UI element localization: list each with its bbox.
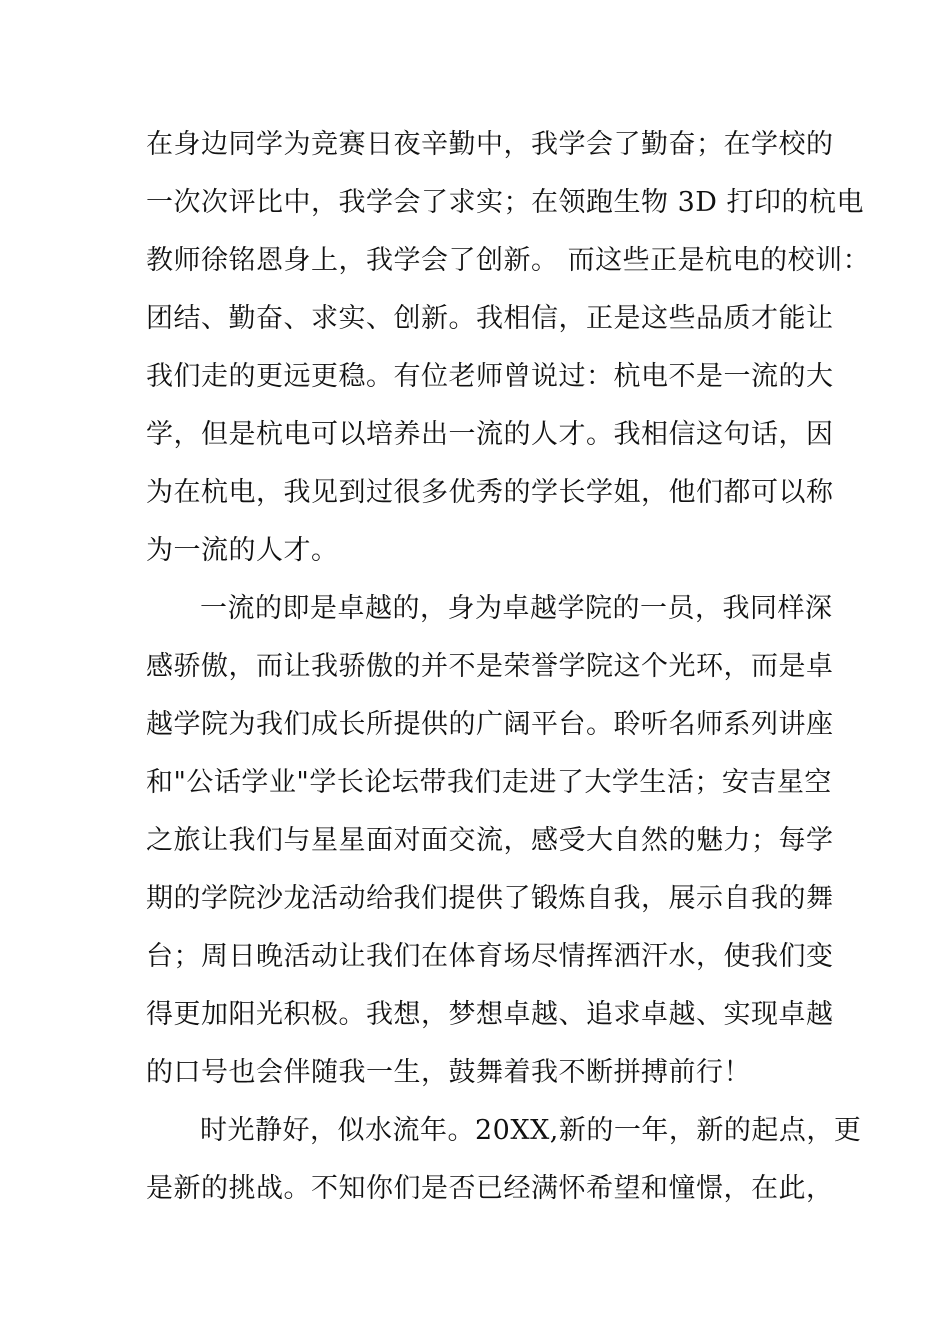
paragraph-3-line-1: 时光静好，似水流年。20XX,新的一年，新的起点，更 <box>200 1115 862 1146</box>
paragraph-2-line-1: 一流的即是卓越的，身为卓越学院的一员，我同样深 <box>200 593 833 624</box>
paragraph-2-line-8: 得更加阳光积极。我想，梦想卓越、追求卓越、实现卓越 <box>146 999 834 1030</box>
paragraph-2-line-2: 感骄傲，而让我骄傲的并不是荣誉学院这个光环，而是卓 <box>146 651 834 682</box>
paragraph-1-line-3: 教师徐铭恩身上，我学会了创新。 而这些正是杭电的校训： <box>146 245 871 276</box>
paragraph-1-line-1: 在身边同学为竞赛日夜辛勤中，我学会了勤奋；在学校的 <box>146 129 834 160</box>
paragraph-2-line-5: 之旅让我们与星星面对面交流，感受大自然的魅力；每学 <box>146 825 834 856</box>
paragraph-2-line-9: 的口号也会伴随我一生，鼓舞着我不断拼搏前行！ <box>146 1057 751 1088</box>
paragraph-2-line-3: 越学院为我们成长所提供的广阔平台。聆听名师系列讲座 <box>146 709 834 740</box>
paragraph-1-line-7: 为在杭电，我见到过很多优秀的学长学姐，他们都可以称 <box>146 477 834 508</box>
paragraph-1-line-5: 我们走的更远更稳。有位老师曾说过：杭电不是一流的大 <box>146 361 834 392</box>
paragraph-2-line-4: 和"公话学业"学长论坛带我们走进了大学生活；安吉星空 <box>146 767 832 798</box>
paragraph-1-line-6: 学，但是杭电可以培养出一流的人才。我相信这句话，因 <box>146 419 834 450</box>
paragraph-1-line-8: 为一流的人才。 <box>146 535 339 566</box>
paragraph-3-line-2: 是新的挑战。不知你们是否已经满怀希望和憧憬，在此， <box>146 1173 834 1204</box>
paragraph-2-line-6: 期的学院沙龙活动给我们提供了锻炼自我，展示自我的舞 <box>146 883 834 914</box>
paragraph-1-line-2: 一次次评比中，我学会了求实；在领跑生物 3D 打印的杭电 <box>146 187 864 218</box>
paragraph-1-line-4: 团结、勤奋、求实、创新。我相信，正是这些品质才能让 <box>146 303 834 334</box>
paragraph-2-line-7: 台；周日晚活动让我们在体育场尽情挥洒汗水，使我们变 <box>146 941 834 972</box>
body-text <box>146 116 871 1218</box>
